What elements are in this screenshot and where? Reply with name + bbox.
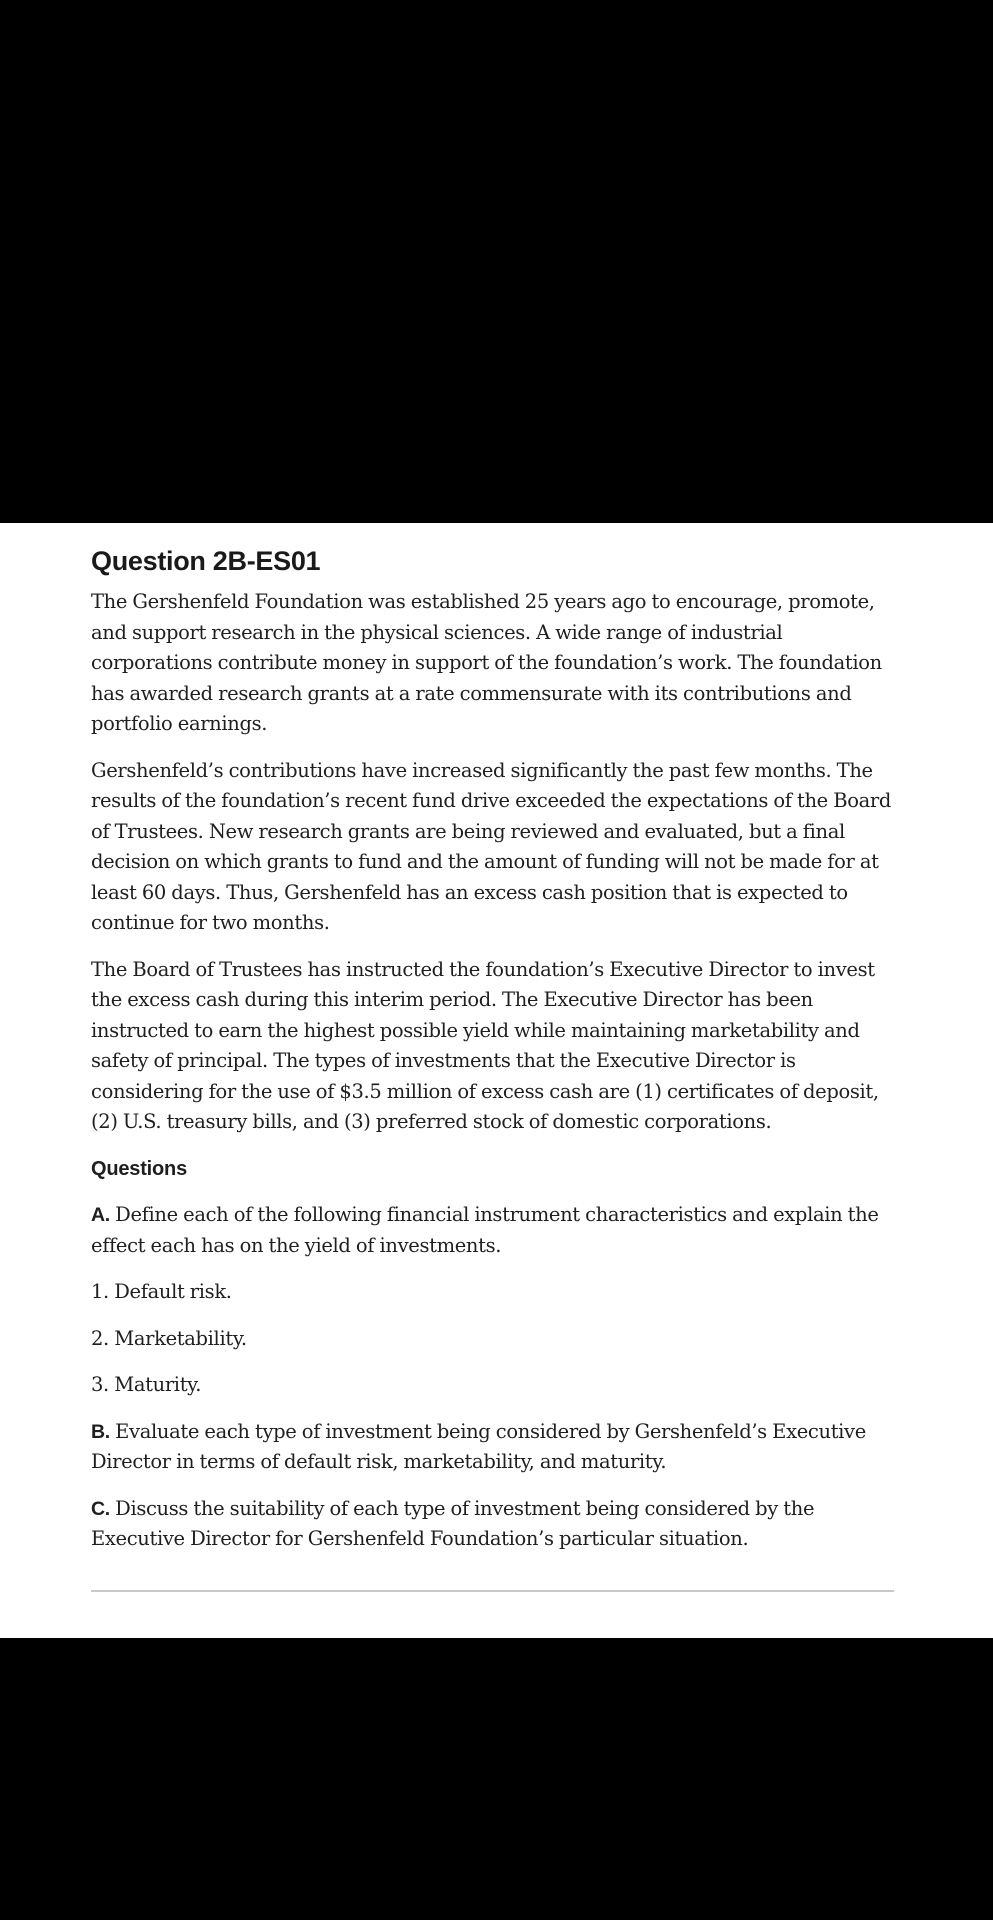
question-b bbox=[91, 1417, 901, 1478]
question-c-letter: C. bbox=[91, 1497, 110, 1520]
question-c bbox=[91, 1494, 901, 1555]
list-item-marketability: 2. Marketability. bbox=[91, 1326, 247, 1350]
question-c-text: Discuss the suitability of each type of investment being considered by the Executive Director for Gershenfeld Foundation’s particular situation. bbox=[91, 1496, 815, 1550]
question-title: Question 2B-ES01 bbox=[91, 546, 321, 576]
question-b-letter: B. bbox=[91, 1420, 110, 1443]
questions-heading: Questions bbox=[91, 1157, 187, 1180]
list-item-maturity: 3. Maturity. bbox=[91, 1373, 202, 1396]
paragraph-2: Gershenfeld’s contributions have increased significantly the past few months. The results of the foundation’s recent fund drive exceeded the expectations of the Board of Trustees. New research grants are being reviewed and evaluated, but a final decision on which grants to fund and the amount of funding will not be made for at least 60 days. Thus, Gershenfeld has an excess cash position that is expected to continue for two months. bbox=[91, 758, 891, 934]
question-a-text: Define each of the following financial instrument characteristics and explain the effect each has on the yield of investments. bbox=[91, 1203, 879, 1257]
question-a-letter: A. bbox=[91, 1204, 110, 1226]
question-a bbox=[91, 1200, 901, 1261]
question-b-text: Evaluate each type of investment being considered by Gershenfeld’s Executive Director in terms of default risk, marketability, and maturity. bbox=[91, 1419, 866, 1473]
paragraph-1: The Gershenfeld Foundation was established 25 years ago to encourage, promote, and support research in the physical sciences. A wide range of industrial corporations contribute money in support of the foundation’s work. The foundation has awarded research grants at a rate commensurate with its contributions and portfolio earnings. bbox=[91, 590, 882, 735]
document-sheet bbox=[0, 523, 993, 1638]
document-body bbox=[91, 587, 901, 1571]
list-item-default-risk: 1. Default risk. bbox=[91, 1280, 232, 1303]
divider-rule bbox=[91, 1590, 894, 1592]
paragraph-3: The Board of Trustees has instructed the foundation’s Executive Director to invest the excess cash during this interim period. The Executive Director has been instructed to earn the highest possible yield while maintaining marketability and safety of principal. The types of investments that the Executive Director is considering for the use of $3.5 million of excess cash are (1) certificates of deposit, (2) U.S. treasury bills, and (3) preferred stock of domestic corporations. bbox=[91, 957, 879, 1133]
